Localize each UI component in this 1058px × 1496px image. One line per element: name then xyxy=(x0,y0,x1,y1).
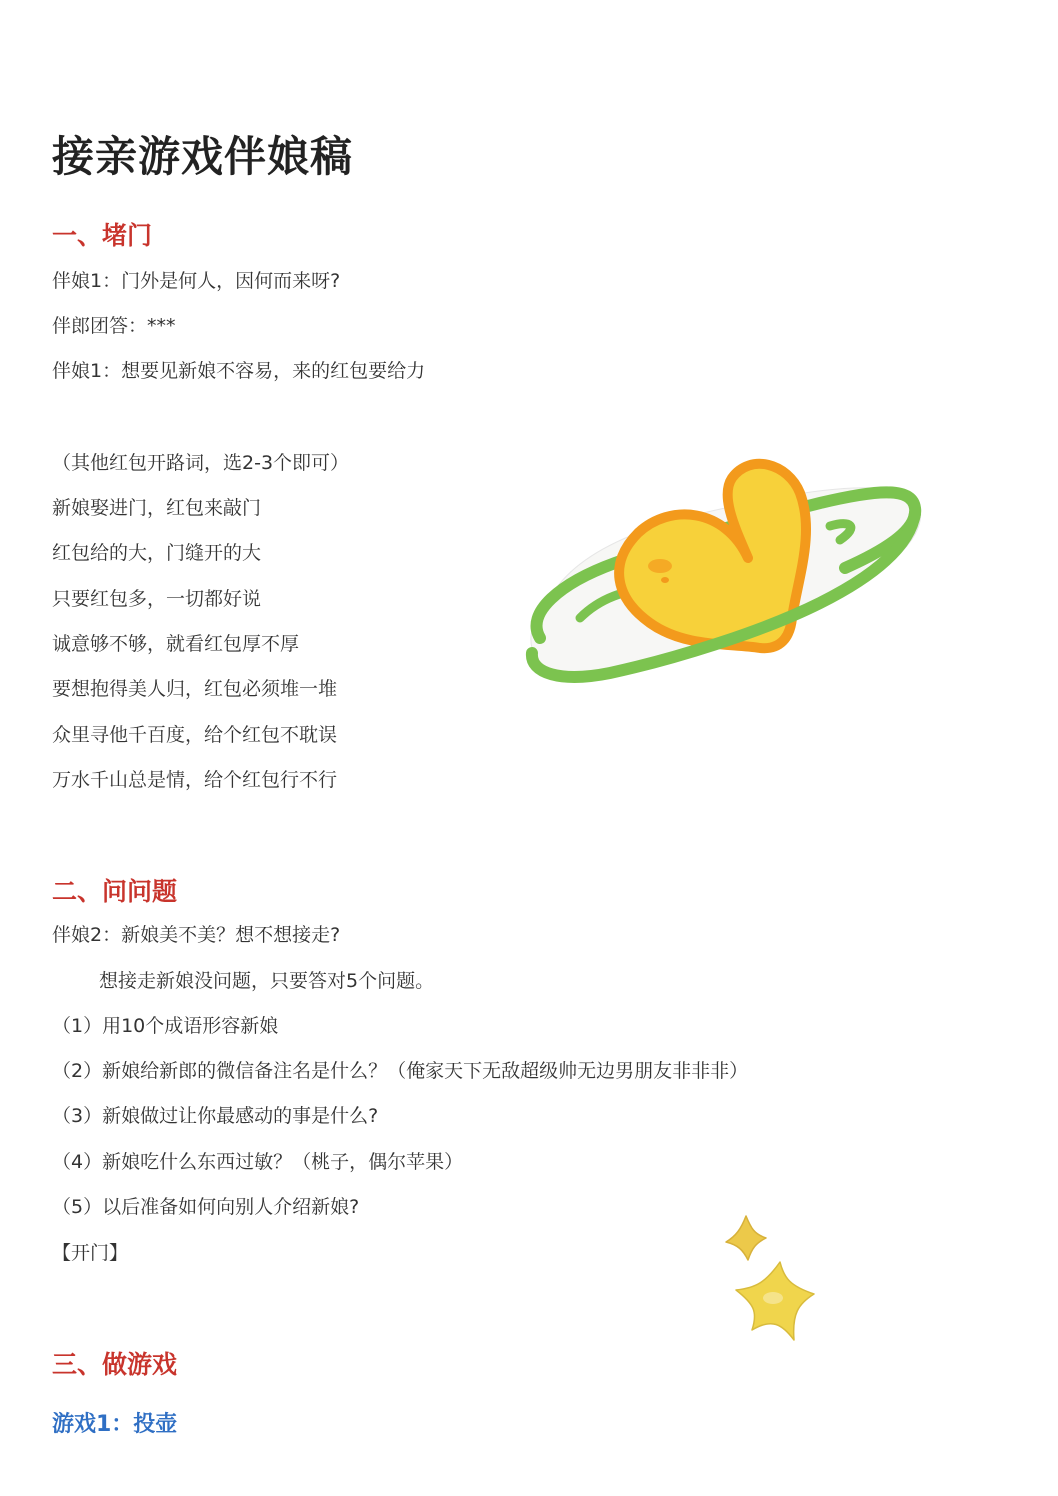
question-item: （3）新娘做过让你最感动的事是什么? xyxy=(52,1105,379,1127)
phrase-line: 红包给的大，门缝开的大 xyxy=(52,542,262,564)
dialogue-line: 伴娘1：想要见新娘不容易，来的红包要给力 xyxy=(52,360,426,382)
open-door-line: 【开门】 xyxy=(52,1242,129,1264)
doc-title: 接亲游戏伴娘稿 xyxy=(52,132,354,181)
star-stickers xyxy=(718,1212,828,1352)
phrase-line: 诚意够不够，就看红包厚不厚 xyxy=(52,633,300,655)
game-heading: 游戏1：投壶 xyxy=(52,1412,178,1437)
question-item: （2）新娘给新郎的微信备注名是什么？（俺家天下无敌超级帅无边男朋友非非非） xyxy=(52,1060,749,1082)
section-heading-2: 二、问问题 xyxy=(52,877,178,906)
dialogue-line: 伴娘2：新娘美不美？想不想接走? xyxy=(52,924,341,946)
heart-planet-sticker xyxy=(520,448,930,693)
dialogue-line: 想接走新娘没问题，只要答对5个问题。 xyxy=(99,970,435,992)
phrase-line: 新娘娶进门，红包来敲门 xyxy=(52,497,262,519)
dialogue-line: 伴郎团答：*** xyxy=(52,315,176,337)
question-item: （4）新娘吃什么东西过敏？（桃子，偶尔苹果） xyxy=(52,1151,464,1173)
dialogue-line: 伴娘1：门外是何人，因何而来呀? xyxy=(52,270,341,292)
phrase-line: 只要红包多，一切都好说 xyxy=(52,588,262,610)
question-item: （5）以后准备如何向别人介绍新娘? xyxy=(52,1196,360,1218)
question-item: （1）用10个成语形容新娘 xyxy=(52,1015,279,1037)
note-line: （其他红包开路词，选2-3个即可） xyxy=(52,452,350,474)
section-heading-1: 一、堵门 xyxy=(52,221,153,250)
phrase-line: 众里寻他千百度，给个红包不耽误 xyxy=(52,724,338,746)
section-heading-3: 三、做游戏 xyxy=(52,1350,178,1379)
phrase-line: 万水千山总是情，给个红包行不行 xyxy=(52,769,338,791)
phrase-line: 要想抱得美人归，红包必须堆一堆 xyxy=(52,678,338,700)
